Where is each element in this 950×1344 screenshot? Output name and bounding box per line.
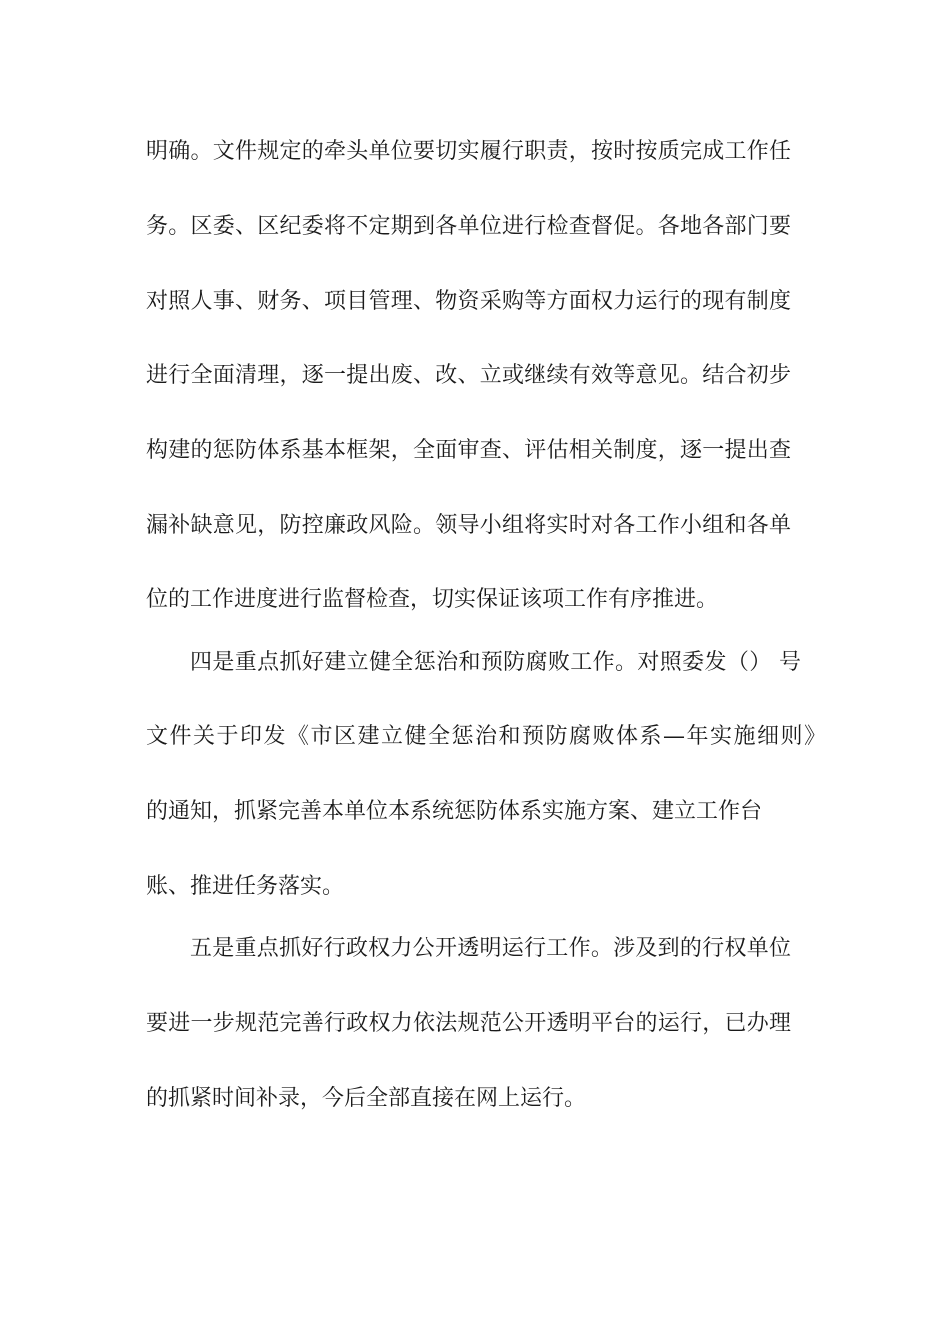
line-text: 文件关于印发《市区建立健全惩治和预防腐败体系—年实施细则》 [146, 724, 826, 749]
paragraph-line [0, 212, 950, 242]
paragraph-line [0, 934, 950, 964]
line-text: 四是重点抓好建立健全惩治和预防腐败工作。对照委发（） 号 [190, 650, 801, 675]
line-text: 对照人事、财务、项目管理、物资采购等方面权力运行的现有制度 [146, 289, 791, 314]
line-text: 进行全面清理，逐一提出废、改、立或继续有效等意见。结合初步 [146, 363, 791, 388]
paragraph-line [0, 722, 950, 752]
paragraph-line [0, 1084, 950, 1114]
line-text: 五是重点抓好行政权力公开透明运行工作。涉及到的行权单位 [190, 936, 791, 961]
line-text: 的抓紧时间补录，今后全部直接在网上运行。 [146, 1086, 587, 1111]
line-text: 位的工作进度进行监督检查，切实保证该项工作有序推进。 [146, 587, 719, 612]
line-text: 务。区委、区纪委将不定期到各单位进行检查督促。各地各部门要 [146, 214, 791, 239]
line-text: 明确。文件规定的牵头单位要切实履行职责，按时按质完成工作任 [146, 139, 791, 164]
paragraph-line [0, 872, 950, 902]
line-text: 要进一步规范完善行政权力依法规范公开透明平台的运行，已办理 [146, 1011, 791, 1036]
line-text: 构建的惩防体系基本框架，全面审查、评估相关制度，逐一提出查 [146, 438, 791, 463]
line-text: 账、推进任务落实。 [146, 874, 345, 899]
paragraph-line [0, 648, 950, 678]
paragraph-line [0, 137, 950, 167]
paragraph-line [0, 511, 950, 541]
paragraph-line [0, 1009, 950, 1039]
paragraph-line [0, 287, 950, 317]
line-text: 的通知，抓紧完善本单位本系统惩防体系实施方案、建立工作台 [146, 799, 763, 824]
paragraph-line [0, 361, 950, 391]
paragraph-line [0, 436, 950, 466]
paragraph-line [0, 797, 950, 827]
line-text: 漏补缺意见，防控廉政风险。领导小组将实时对各工作小组和各单 [146, 513, 791, 538]
paragraph-line [0, 585, 950, 615]
